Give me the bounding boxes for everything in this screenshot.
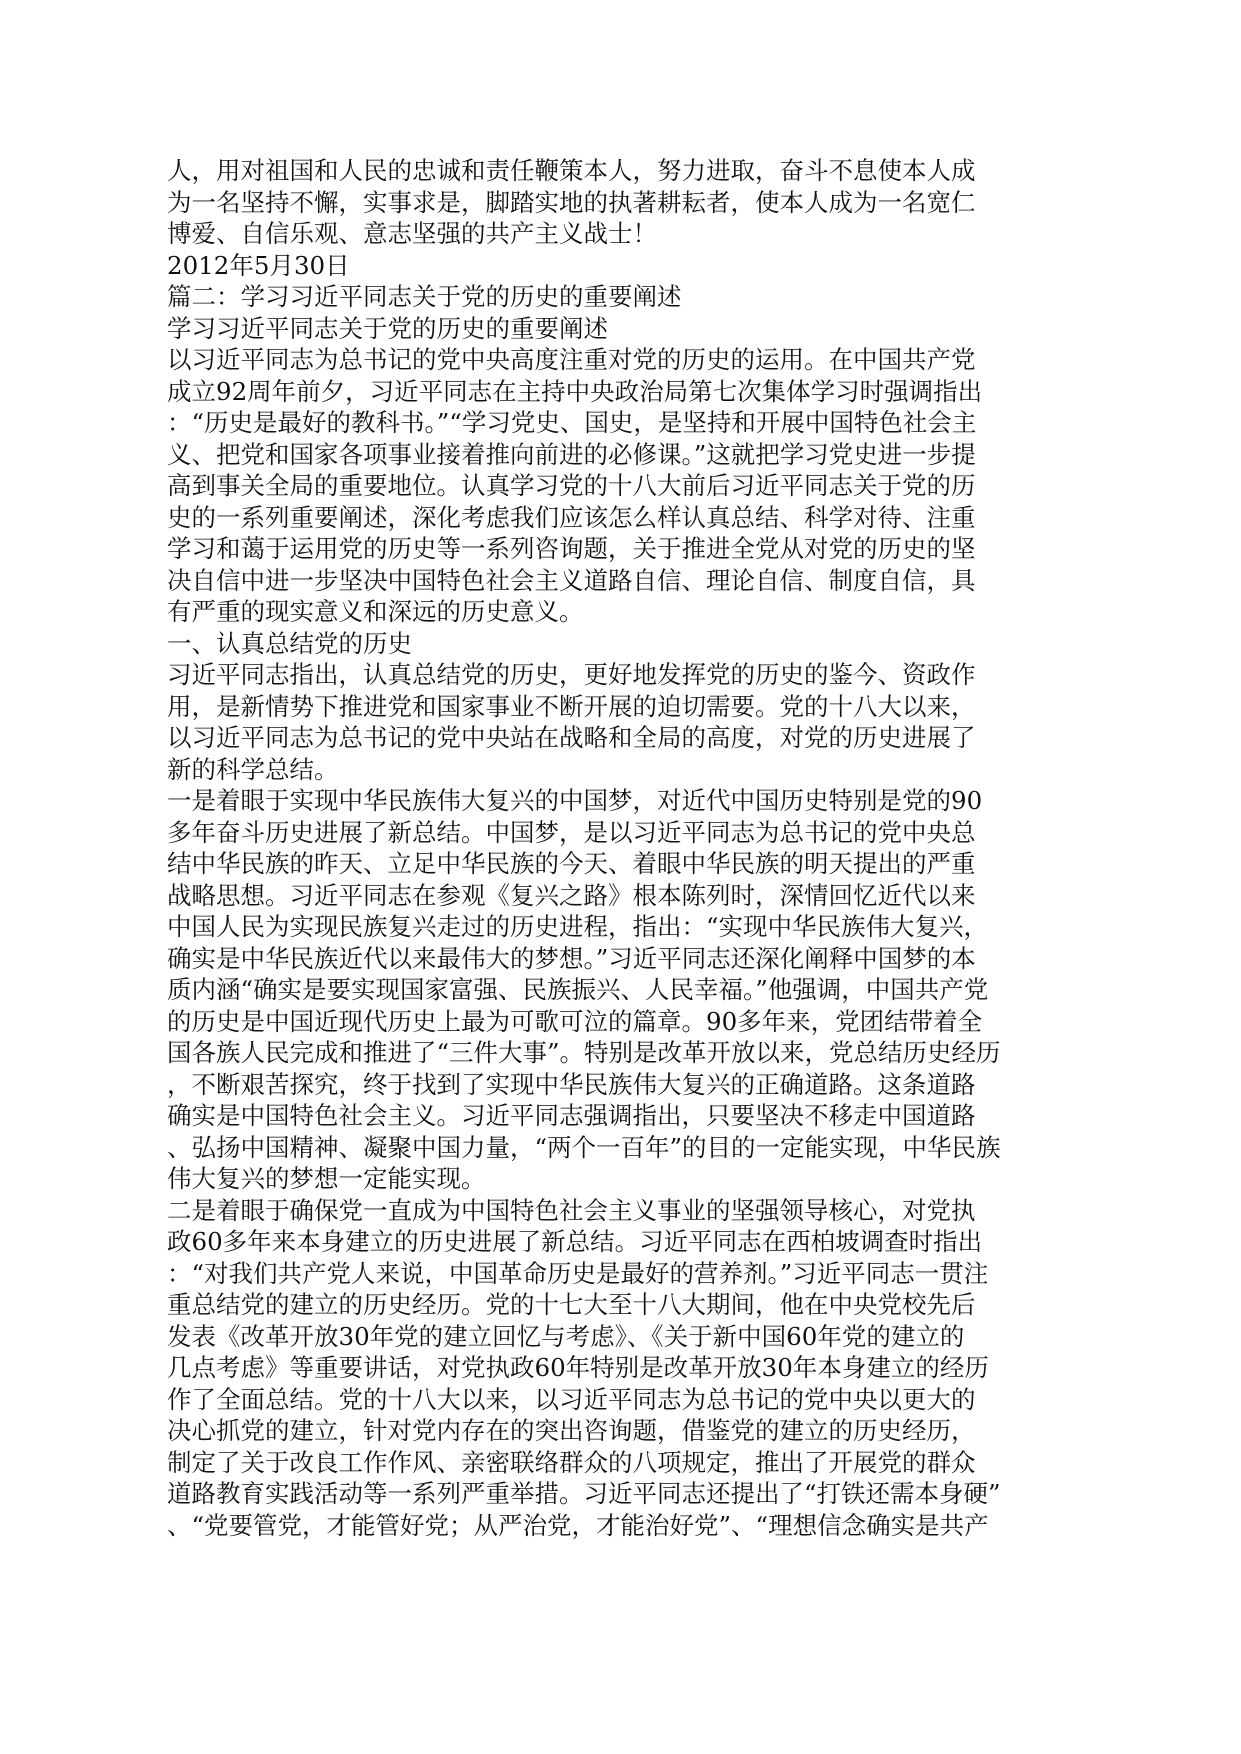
subheading: 一、认真总结党的历史 [167,628,412,658]
text-line: 博爱、自信乐观、意志坚强的共产主义战士！ [167,219,657,248]
text-line: 成立92周年前夕，习近平同志在主持中央政治局第七次集体学习时强调指出 [167,376,983,406]
text-line: 政60多年来本身建立的历史进展了新总结。习近平同志在西柏坡调查时指出 [167,1227,983,1256]
text-line: ，不断艰苦探究，终于找到了实现中华民族伟大复兴的正确道路。这条道路 [167,1069,976,1099]
text-line: 几点考虑》等重要讲话，对党执政60年特别是改革开放30年本身建立的经历 [167,1353,989,1382]
text-line: 人，用对祖国和人民的忠诚和责任鞭策本人，努力进取，奋斗不息使本人成 [167,156,976,185]
section-title: 篇二：学习习近平同志关于党的历史的重要阐述 [167,282,682,311]
text-line: 战略思想。习近平同志在参观《复兴之路》根本陈列时，深情回忆近代以来 [167,880,976,910]
text-line: 决心抓党的建立，针对党内存在的突出咨询题，借鉴党的建立的历史经历， [167,1416,976,1445]
text-line: 二是着眼于确保党一直成为中国特色社会主义事业的坚强领导核心，对党执 [167,1195,976,1225]
text-line: 结中华民族的昨天、立足中华民族的今天、着眼中华民族的明天提出的严重 [167,849,976,878]
text-line: 作了全面总结。党的十八大以来，以习近平同志为总书记的党中央以更大的 [167,1384,976,1414]
text-line: ：“对我们共产党人来说，中国革命历史是最好的营养剂。”习近平同志一贯注 [167,1258,989,1288]
text-line: 、“党要管党，才能管好党；从严治党，才能治好党”、“理想信念确实是共产 [167,1510,989,1540]
text-line: 一是着眼于实现中华民族伟大复兴的中国梦，对近代中国历史特别是党的90 [167,786,983,815]
text-line: 中国人民为实现民族复兴走过的历史进程，指出：“实现中华民族伟大复兴， [167,912,989,941]
document-body [167,155,1077,1541]
text-line: 伟大复兴的梦想一定能实现。 [167,1164,486,1193]
date-line: 2012年5月30日 [167,250,350,280]
article-title: 学习习近平同志关于党的历史的重要阐述 [167,313,608,343]
text-line: 、弘扬中国精神、凝聚中国力量，“两个一百年”的目的一定能实现，中华民族 [167,1132,1001,1162]
text-line: 发表《改革开放30年党的建立回忆与考虑》、《关于新中国60年党的建立的 [167,1321,965,1351]
text-line: 质内涵“确实是要实现国家富强、民族振兴、人民幸福。”他强调，中国共产党 [167,975,989,1004]
text-line: 多年奋斗历史进展了新总结。中国梦，是以习近平同志为总书记的党中央总 [167,817,976,847]
text-line: 史的一系列重要阐述，深化考虑我们应该怎么样认真总结、科学对待、注重 [167,502,976,532]
text-line: 用，是新情势下推进党和国家事业不断开展的迫切需要。党的十八大以来， [167,691,976,721]
text-line: 学习和蔼于运用党的历史等一系列咨询题，关于推进全党从对党的历史的坚 [167,534,976,563]
text-line: 义、把党和国家各项事业接着推向前进的必修课。”这就把学习党史进一步提 [167,439,976,469]
text-line: 新的科学总结。 [167,754,339,784]
text-line: 有严重的现实意义和深远的历史意义。 [167,597,584,626]
text-line: 为一名坚持不懈，实事求是，脚踏实地的执著耕耘者，使本人成为一名宽仁 [167,187,976,217]
text-line: 国各族人民完成和推进了“三件大事”。特别是改革开放以来，党总结历史经历 [167,1038,1001,1067]
text-line: 道路教育实践活动等一系列严重举措。习近平同志还提出了“打铁还需本身硬” [167,1479,1001,1508]
text-line: 确实是中国特色社会主义。习近平同志强调指出，只要坚决不移走中国道路 [167,1101,976,1130]
text-line: 以习近平同志为总书记的党中央站在战略和全局的高度，对党的历史进展了 [167,723,976,752]
text-line: 以习近平同志为总书记的党中央高度注重对党的历史的运用。在中国共产党 [167,345,976,374]
text-line: 确实是中华民族近代以来最伟大的梦想。”习近平同志还深化阐释中国梦的本 [167,943,976,973]
text-line: 习近平同志指出，认真总结党的历史，更好地发挥党的历史的鉴今、资政作 [167,660,976,689]
text-line: 重总结党的建立的历史经历。党的十七大至十八大期间，他在中央党校先后 [167,1290,976,1319]
text-line: 制定了关于改良工作作风、亲密联络群众的八项规定，推出了开展党的群众 [167,1447,976,1477]
text-line: 的历史是中国近现代历史上最为可歌可泣的篇章。90多年来，党团结带着全 [167,1006,983,1036]
document-page [167,155,1077,1541]
text-line: 高到事关全局的重要地位。认真学习党的十八大前后习近平同志关于党的历 [167,471,976,500]
text-line: ：“历史是最好的教科书。”“学习党史、国史，是坚持和开展中国特色社会主 [167,408,977,437]
text-line: 决自信中进一步坚决中国特色社会主义道路自信、理论自信、制度自信，具 [167,565,976,595]
